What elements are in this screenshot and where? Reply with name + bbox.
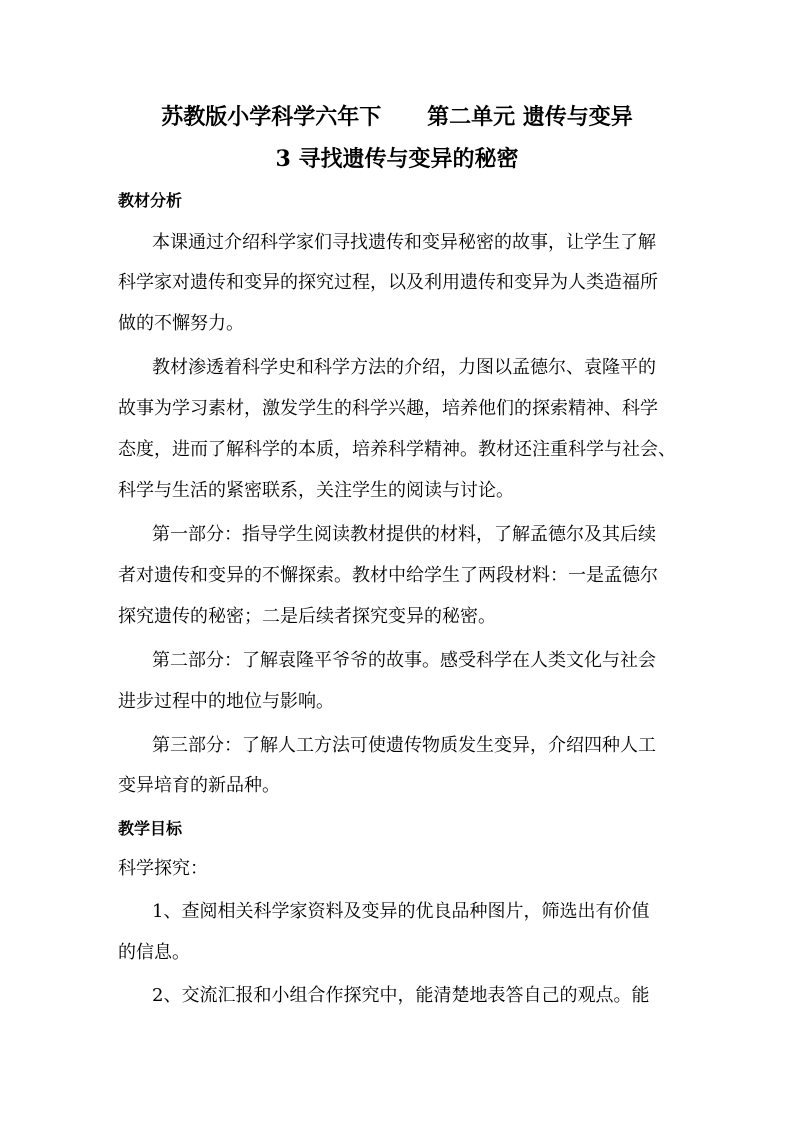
- paragraph-line: 做的不懈努力。: [118, 313, 244, 334]
- paragraph-line: 本课通过介绍科学家们寻找遗传和变异秘密的故事，让学生了解: [152, 232, 656, 253]
- goal-line: 的信息。: [118, 942, 190, 963]
- paragraph-line: 进步过程中的地位与影响。: [118, 691, 334, 712]
- goal-line: 1、查阅相关科学家资料及变异的优良品种图片，筛选出有价值: [152, 901, 650, 922]
- paragraph-line: 第三部分：了解人工方法可使遗传物质发生变异，介绍四种人工: [152, 735, 656, 756]
- section-heading-goals: 教学目标: [118, 819, 183, 838]
- paragraph-line: 态度，进而了解科学的本质，培养科学精神。教材还注重科学与社会、: [118, 439, 676, 460]
- paragraph-line: 探究遗传的秘密；二是后续者探究变异的秘密。: [118, 606, 496, 627]
- paragraph-line: 教材渗透着科学史和科学方法的介绍，力图以孟德尔、袁隆平的: [152, 357, 656, 378]
- document-title: 苏教版小学科学六年下 第二单元 遗传与变异: [161, 104, 633, 130]
- subheading-inquiry: 科学探究：: [118, 858, 208, 879]
- paragraph-line: 科学与生活的紧密联系，关注学生的阅读与讨论。: [118, 480, 514, 501]
- goal-line: 2、交流汇报和小组合作探究中，能清楚地表答自己的观点。能: [152, 985, 650, 1006]
- paragraph-line: 者对遗传和变异的不懈探索。教材中给学生了两段材料：一是孟德尔: [118, 565, 658, 586]
- section-heading-analysis: 教材分析: [118, 191, 183, 210]
- lesson-title: 3 寻找遗传与变异的秘密: [275, 146, 519, 172]
- paragraph-line: 第二部分：了解袁隆平爷爷的故事。感受科学在人类文化与社会: [152, 650, 656, 671]
- paragraph-line: 第一部分：指导学生阅读教材提供的材料，了解孟德尔及其后续: [152, 524, 656, 545]
- paragraph-line: 变异培育的新品种。: [118, 775, 280, 796]
- paragraph-line: 科学家对遗传和变异的探究过程，以及利用遗传和变异为人类造福所: [118, 272, 658, 293]
- paragraph-line: 故事为学习素材，激发学生的科学兴趣，培养他们的探索精神、科学: [118, 398, 658, 419]
